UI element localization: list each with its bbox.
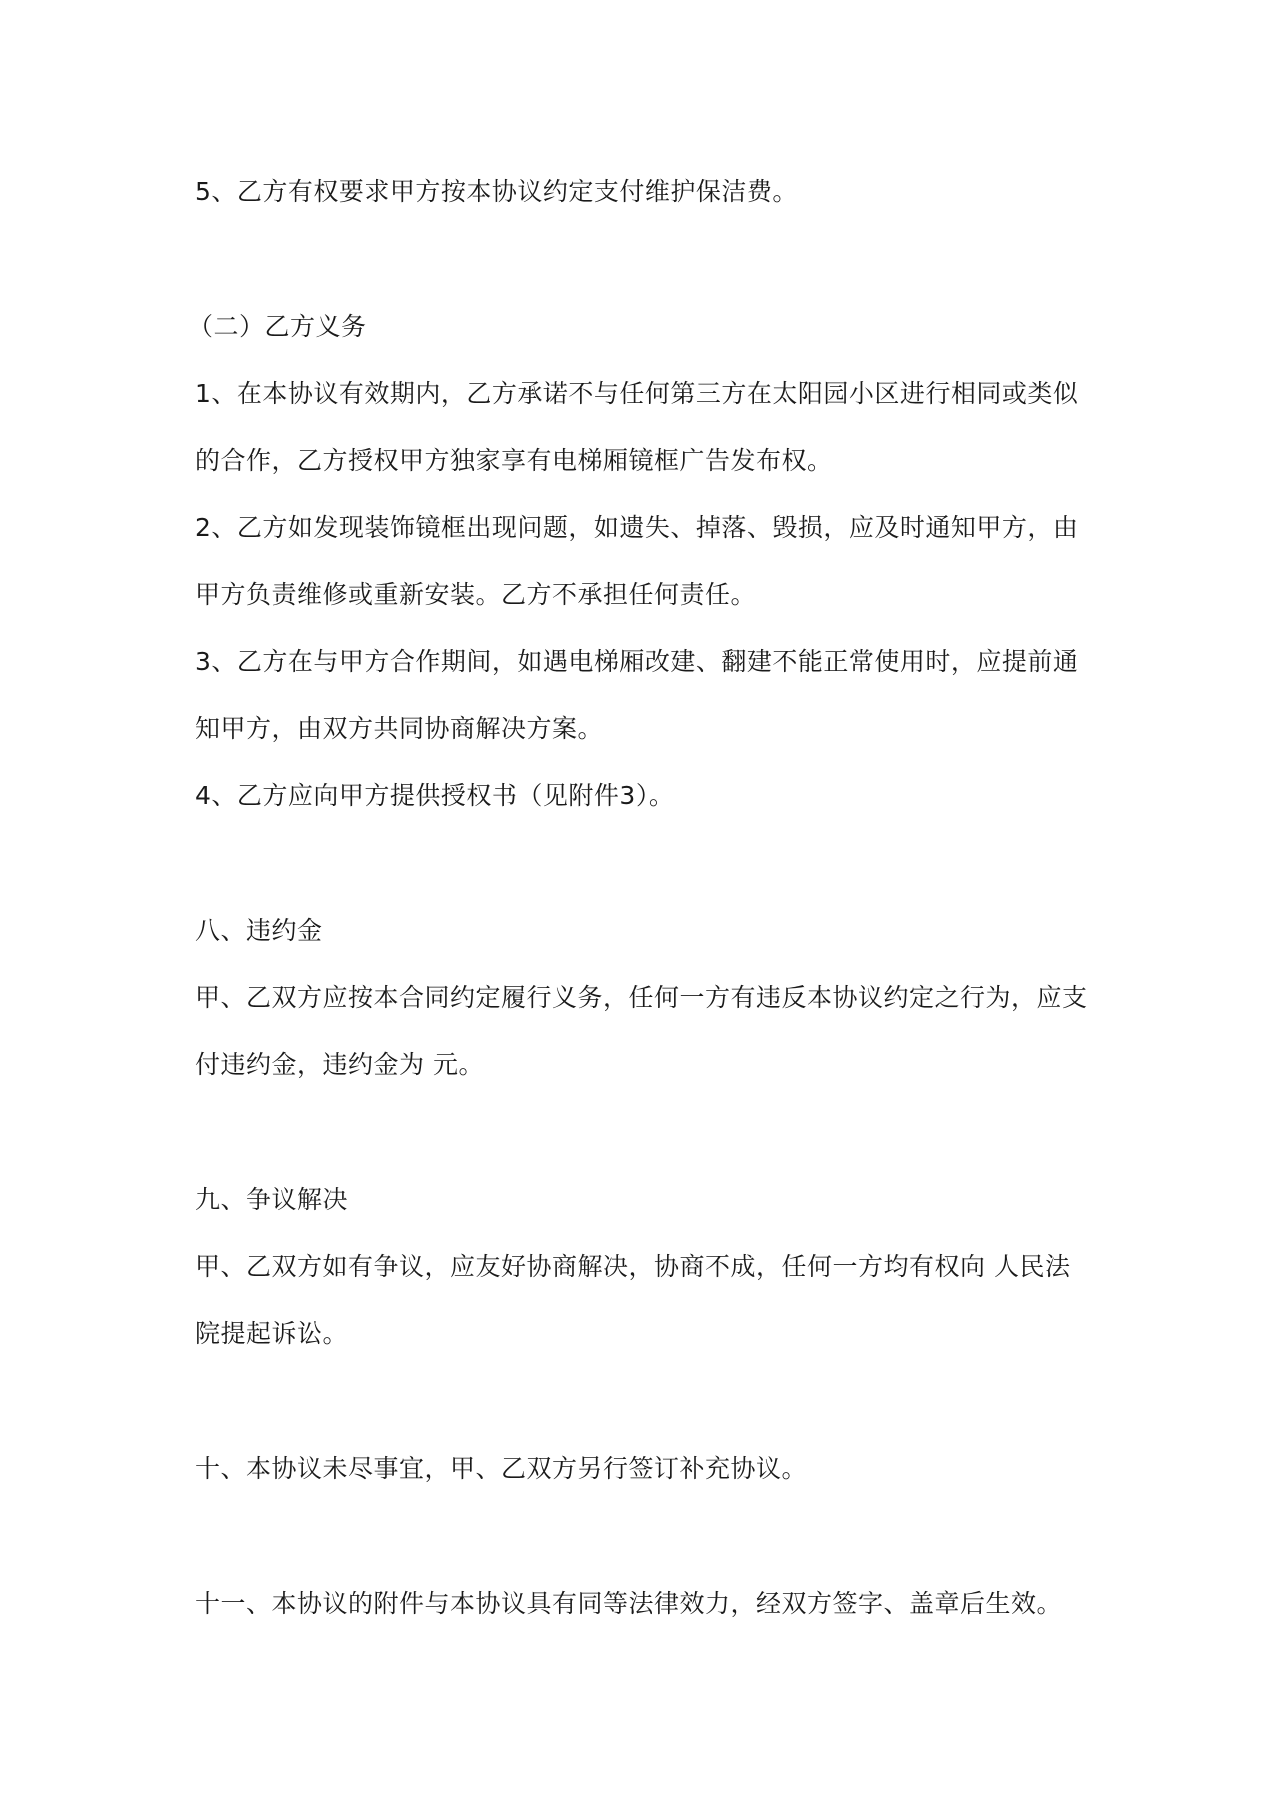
obligation-3-line-2: 知甲方，由双方共同协商解决方案。 <box>195 714 604 743</box>
obligation-1-line-1: 1、在本协议有效期内，乙方承诺不与任何第三方在太阳园小区进行相同或类似 <box>195 379 1079 408</box>
obligation-2-line-2: 甲方负责维修或重新安装。乙方不承担任何责任。 <box>195 580 757 609</box>
penalty-line-1: 甲、乙双方应按本合同约定履行义务，任何一方有违反本协议约定之行为，应支 <box>195 983 1088 1012</box>
dispute-line-2: 院提起诉讼。 <box>195 1319 349 1348</box>
obligation-3-line-1: 3、乙方在与甲方合作期间，如遇电梯厢改建、翻建不能正常使用时，应提前通 <box>195 647 1079 676</box>
dispute-line-1: 甲、乙双方如有争议，应友好协商解决，协商不成，任何一方均有权向 人民法 <box>195 1252 1071 1281</box>
penalty-line-2: 付违约金，违约金为 元。 <box>195 1050 484 1079</box>
section-heading-penalty: 八、违约金 <box>195 916 323 945</box>
obligation-4-line: 4、乙方应向甲方提供授权书（见附件3）。 <box>195 781 675 810</box>
obligation-2-line-1: 2、乙方如发现装饰镜框出现问题，如遗失、掉落、毁损，应及时通知甲方，由 <box>195 513 1079 542</box>
section-11-line: 十一、本协议的附件与本协议具有同等法律效力，经双方签字、盖章后生效。 <box>195 1589 1063 1618</box>
clause-b5-line: 5、乙方有权要求甲方按本协议约定支付维护保洁费。 <box>195 177 798 206</box>
obligation-1-line-2: 的合作，乙方授权甲方独家享有电梯厢镜框广告发布权。 <box>195 446 833 475</box>
section-heading-dispute: 九、争议解决 <box>195 1185 349 1214</box>
section-10-line: 十、本协议未尽事宜，甲、乙双方另行签订补充协议。 <box>195 1454 808 1483</box>
section-heading-party-b-obligations: （二）乙方义务 <box>188 312 367 341</box>
